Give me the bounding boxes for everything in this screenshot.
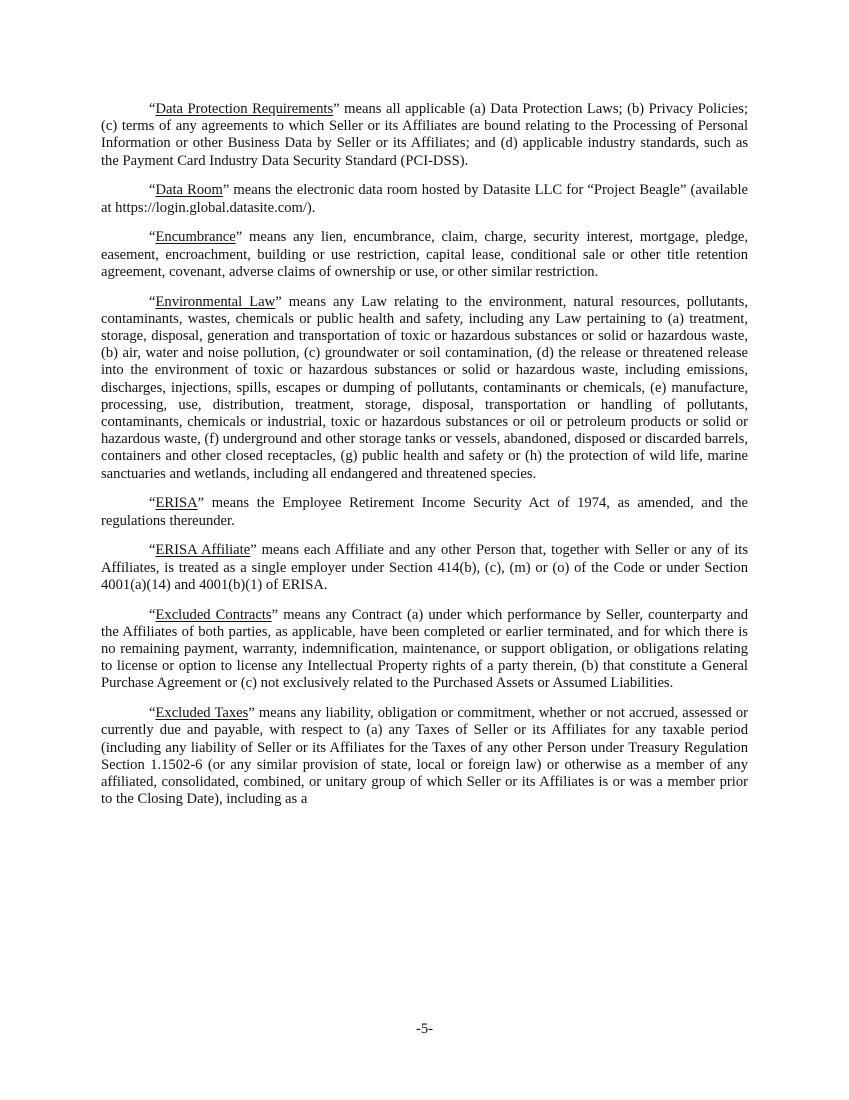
definition-text: means all applicable (a) Data Protection Laws; (b) Privacy Policies; (c) terms of any agreements to which Seller or its Affiliates are bound relating to the Processing of Personal Information or other Business Data by Seller or its Affiliates; and (d) applicable industry standards, such as the Payment Card Industry Data Security Standard (PCI-DSS). xyxy=(101,101,749,169)
definition-data-protection-requirements xyxy=(101,101,748,170)
defined-term: ERISA Affiliate xyxy=(155,542,251,559)
close-quote: ” xyxy=(222,182,230,199)
close-quote: ” xyxy=(197,495,205,512)
defined-term: ERISA xyxy=(155,495,198,512)
definition-environmental-law xyxy=(101,294,748,483)
definition-erisa xyxy=(101,495,748,529)
defined-term: Environmental Law xyxy=(155,293,276,310)
open-quote: “ xyxy=(149,101,156,117)
close-quote: ” xyxy=(250,542,257,559)
open-quote: “ xyxy=(149,182,156,199)
defined-term: Encumbrance xyxy=(155,229,236,246)
definition-erisa-affiliate xyxy=(101,542,748,594)
close-quote: ” xyxy=(271,606,279,623)
definition-text: means any Law relating to the environment, natural resources, pollutants, contaminants, wastes, chemicals or public health and safety, including any Law pertaining to (a) treatment, storage, disposal, generation and transportation of toxic or hazardous substances or solid or hazardous waste, (b) air, water and noise pollution, (c) groundwater or soil contamination, (d) the release or threatened release into the environment of toxic or hazardous substances or solid or hazardous waste, including emissions, discharges, injections, spills, escapes or dumping of pollutants, contaminants or chemicals, (e) manufacture, processing, use, distribution, treatment, storage, disposal, transportation or handling of pollutants, contaminants, chemicals or industrial, toxic or hazardous substances or oil or petroleum products or solid or hazardous waste, (f) underground and other storage tanks or vessels, abandoned, disposed or discarded barrels, containers and other closed receptacles, (g) public health and safety or (h) the protection of wild life, marine sanctuaries and wetlands, including all endangered and threatened species. xyxy=(101,293,748,482)
open-quote: “ xyxy=(149,229,156,246)
defined-term: Data Room xyxy=(155,182,223,199)
open-quote: “ xyxy=(149,705,156,722)
page-number: -5- xyxy=(415,1021,434,1037)
defined-term: Excluded Taxes xyxy=(155,705,249,722)
definition-text: means any Contract (a) under which performance by Seller, counterparty and the Affiliates of both parties, as applicable, have been completed or earlier terminated, and for which there is no remaining payment, warranty, indemnification, maintenance, or support obligation, or obligations relating to license or option to license any Intellectual Property rights of a party therein, (b) that constitute a General Purchase Agreement or (c) not exclusively related to the Purchased Assets or Assumed Liabilities. xyxy=(101,606,748,692)
definition-text: means any lien, encumbrance, claim, charge, security interest, mortgage, pledge, easement, encroachment, building or use restriction, capital lease, conditional sale or other title retention agreement, covenant, adverse claims of ownership or use, or other similar restriction. xyxy=(101,229,748,280)
open-quote: “ xyxy=(149,293,156,310)
defined-term: Data Protection Requirements xyxy=(155,101,334,117)
open-quote: “ xyxy=(149,542,156,559)
close-quote: ” xyxy=(248,705,255,722)
close-quote: ” xyxy=(275,293,282,310)
definition-text: means the Employee Retirement Income Security Act of 1974, as amended, and the regulations thereunder. xyxy=(101,495,748,529)
close-quote: ” xyxy=(235,229,243,246)
definition-excluded-taxes xyxy=(101,705,748,808)
page-body xyxy=(101,101,748,821)
definition-encumbrance xyxy=(101,229,748,281)
definition-data-room xyxy=(101,182,748,216)
open-quote: “ xyxy=(149,495,156,512)
defined-term: Excluded Contracts xyxy=(155,606,272,623)
definition-text: means the electronic data room hosted by Datasite LLC for “Project Beagle” (available at https://login.global.datasite.com/). xyxy=(101,182,748,216)
definition-text: means any liability, obligation or commitment, whether or not accrued, assessed or currently due and payable, with respect to (a) any Taxes of Seller or its Affiliates for any taxable period (including any liability of Seller or its Affiliates for the Taxes of any other Person under Treasury Regulation Section 1.1502-6 (or any similar provision of state, local or foreign law) or otherwise as a member of any affiliated, consolidated, combined, or unitary group of which Seller or its Affiliates is or was a member prior to the Closing Date), including as a xyxy=(101,705,748,808)
open-quote: “ xyxy=(149,606,156,623)
definition-excluded-contracts xyxy=(101,607,748,693)
close-quote: ” xyxy=(333,101,340,117)
definition-text: means each Affiliate and any other Person that, together with Seller or any of its Affiliates, is treated as a single employer under Section 414(b), (c), (m) or (o) of the Code or under Section 4001(a)(14) and 4001(b)(1) of ERISA. xyxy=(101,542,748,593)
